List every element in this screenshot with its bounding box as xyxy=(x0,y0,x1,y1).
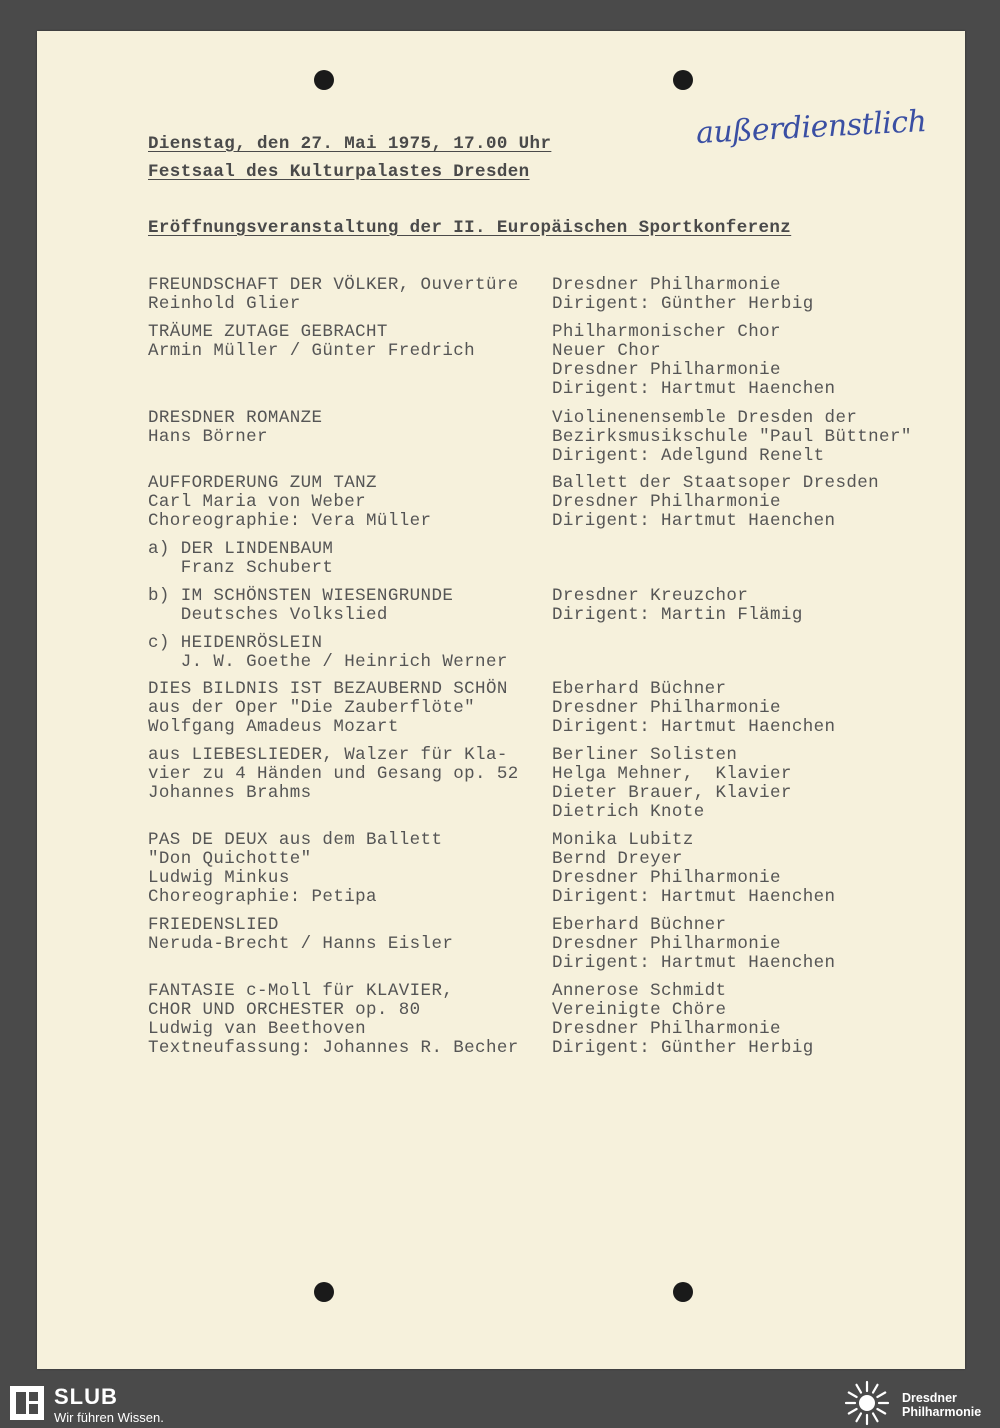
program-text: Armin Müller / Günter Fredrich xyxy=(148,341,476,361)
performer-text: Dieter Brauer, Klavier xyxy=(552,783,792,803)
program-text: FANTASIE c-Moll für KLAVIER, xyxy=(148,981,454,1001)
program-left-9 xyxy=(148,831,442,907)
performer-text: Eberhard Büchner xyxy=(552,915,727,935)
handwritten-annotation: außerdienstlich xyxy=(695,103,928,152)
event-venue-heading: Festsaal des Kulturpalastes Dresden xyxy=(148,162,530,182)
event-date-heading: Dienstag, den 27. Mai 1975, 17.00 Uhr xyxy=(148,134,552,154)
program-text: Wolfgang Amadeus Mozart xyxy=(148,717,399,737)
performer-text: Dirigent: Günther Herbig xyxy=(552,294,814,314)
program-text: aus der Oper "Die Zauberflöte" xyxy=(148,698,476,718)
library-name[interactable]: SLUB xyxy=(54,1384,118,1409)
event-title-heading: Eröffnungsveranstaltung der II. Europäischen Sportkonferenz xyxy=(148,218,792,238)
performer-text: Neuer Chor xyxy=(552,341,662,361)
program-right-2 xyxy=(552,409,912,466)
program-left-11 xyxy=(148,982,519,1058)
program-right-11 xyxy=(552,982,814,1058)
performer-text: Dresdner Philharmonie xyxy=(552,934,781,954)
program-left-8 xyxy=(148,746,519,803)
performer-text: Annerose Schmidt xyxy=(552,981,727,1001)
program-right-3 xyxy=(552,474,879,531)
program-text: c) HEIDENRÖSLEIN xyxy=(148,633,323,653)
program-text: Reinhold Glier xyxy=(148,294,301,314)
performer-text: Violinenensemble Dresden der xyxy=(552,408,858,428)
program-text: Choreographie: Petipa xyxy=(148,887,377,907)
program-text: FRIEDENSLIED xyxy=(148,915,279,935)
program-right-5 xyxy=(552,587,803,625)
program-left-10 xyxy=(148,916,453,954)
program-text: Hans Börner xyxy=(148,427,268,447)
punch-hole-bottom-right xyxy=(673,1282,693,1302)
performer-text: Bernd Dreyer xyxy=(552,849,683,869)
performer-text: Helga Mehner, Klavier xyxy=(552,764,792,784)
partner-name: Dresdner Philharmonie xyxy=(902,1391,982,1419)
program-right-9 xyxy=(552,831,835,907)
performer-text: Ballett der Staatsoper Dresden xyxy=(552,473,880,493)
program-text: AUFFORDERUNG ZUM TANZ xyxy=(148,473,377,493)
program-text: aus LIEBESLIEDER, Walzer für Kla- xyxy=(148,745,508,765)
performer-text: Dresdner Philharmonie xyxy=(552,275,781,295)
performer-text: Dirigent: Hartmut Haenchen xyxy=(552,953,836,973)
performer-text: Berliner Solisten xyxy=(552,745,738,765)
program-right-0 xyxy=(552,276,814,314)
performer-text: Eberhard Büchner xyxy=(552,679,727,699)
slub-logo-icon[interactable] xyxy=(10,1386,44,1420)
program-text: FREUNDSCHAFT DER VÖLKER, Ouvertüre xyxy=(148,275,519,295)
program-right-7 xyxy=(552,680,835,737)
program-text: a) DER LINDENBAUM xyxy=(148,539,334,559)
program-left-6 xyxy=(148,634,508,672)
performer-text: Dresdner Philharmonie xyxy=(552,868,781,888)
program-text: "Don Quichotte" xyxy=(148,849,312,869)
program-text: CHOR UND ORCHESTER op. 80 xyxy=(148,1000,421,1020)
program-left-7 xyxy=(148,680,508,737)
performer-text: Dirigent: Martin Flämig xyxy=(552,605,803,625)
program-right-1 xyxy=(552,323,835,399)
performer-text: Dietrich Knote xyxy=(552,802,705,822)
program-left-0 xyxy=(148,276,519,314)
performer-text: Dirigent: Adelgund Renelt xyxy=(552,446,825,466)
performer-text: Dirigent: Hartmut Haenchen xyxy=(552,887,836,907)
program-left-1 xyxy=(148,323,475,361)
program-text: DIES BILDNIS IST BEZAUBERND SCHÖN xyxy=(148,679,508,699)
program-left-4 xyxy=(148,540,333,578)
program-text: Ludwig van Beethoven xyxy=(148,1019,367,1039)
punch-hole-top-right xyxy=(673,70,693,90)
library-tagline: Wir führen Wissen. xyxy=(54,1410,164,1425)
program-text: Johannes Brahms xyxy=(148,783,312,803)
program-text: Choreographie: Vera Müller xyxy=(148,511,432,531)
performer-text: Dirigent: Hartmut Haenchen xyxy=(552,717,836,737)
performer-text: Dirigent: Hartmut Haenchen xyxy=(552,511,836,531)
punch-hole-top-left xyxy=(314,70,334,90)
program-text: TRÄUME ZUTAGE GEBRACHT xyxy=(148,322,388,342)
performer-text: Monika Lubitz xyxy=(552,830,694,850)
performer-text: Dresdner Philharmonie xyxy=(552,492,781,512)
performer-text: Dresdner Philharmonie xyxy=(552,1019,781,1039)
program-text: Carl Maria von Weber xyxy=(148,492,367,512)
performer-text: Philharmonischer Chor xyxy=(552,322,781,342)
program-text: Textneufassung: Johannes R. Becher xyxy=(148,1038,519,1058)
performer-text: Bezirksmusikschule "Paul Büttner" xyxy=(552,427,912,447)
program-text: Deutsches Volkslied xyxy=(148,605,388,625)
performer-text: Dirigent: Günther Herbig xyxy=(552,1038,814,1058)
program-text: DRESDNER ROMANZE xyxy=(148,408,323,428)
program-text: J. W. Goethe / Heinrich Werner xyxy=(148,652,508,672)
performer-text: Dresdner Philharmonie xyxy=(552,360,781,380)
footer-bar xyxy=(0,1378,1000,1428)
punch-hole-bottom-left xyxy=(314,1282,334,1302)
program-text: b) IM SCHÖNSTEN WIESENGRUNDE xyxy=(148,586,454,606)
performer-text: Dresdner Kreuzchor xyxy=(552,586,749,606)
program-left-2 xyxy=(148,409,322,447)
program-right-8 xyxy=(552,746,792,822)
performer-text: Vereinigte Chöre xyxy=(552,1000,727,1020)
performer-text: Dresdner Philharmonie xyxy=(552,698,781,718)
program-text: Neruda-Brecht / Hanns Eisler xyxy=(148,934,454,954)
program-text: Ludwig Minkus xyxy=(148,868,290,888)
program-left-3 xyxy=(148,474,431,531)
philharmonie-logo-icon[interactable] xyxy=(842,1380,892,1426)
program-text: vier zu 4 Händen und Gesang op. 52 xyxy=(148,764,519,784)
program-right-10 xyxy=(552,916,835,973)
program-left-5 xyxy=(148,587,453,625)
program-text: Franz Schubert xyxy=(148,558,334,578)
performer-text: Dirigent: Hartmut Haenchen xyxy=(552,379,836,399)
program-text: PAS DE DEUX aus dem Ballett xyxy=(148,830,443,850)
